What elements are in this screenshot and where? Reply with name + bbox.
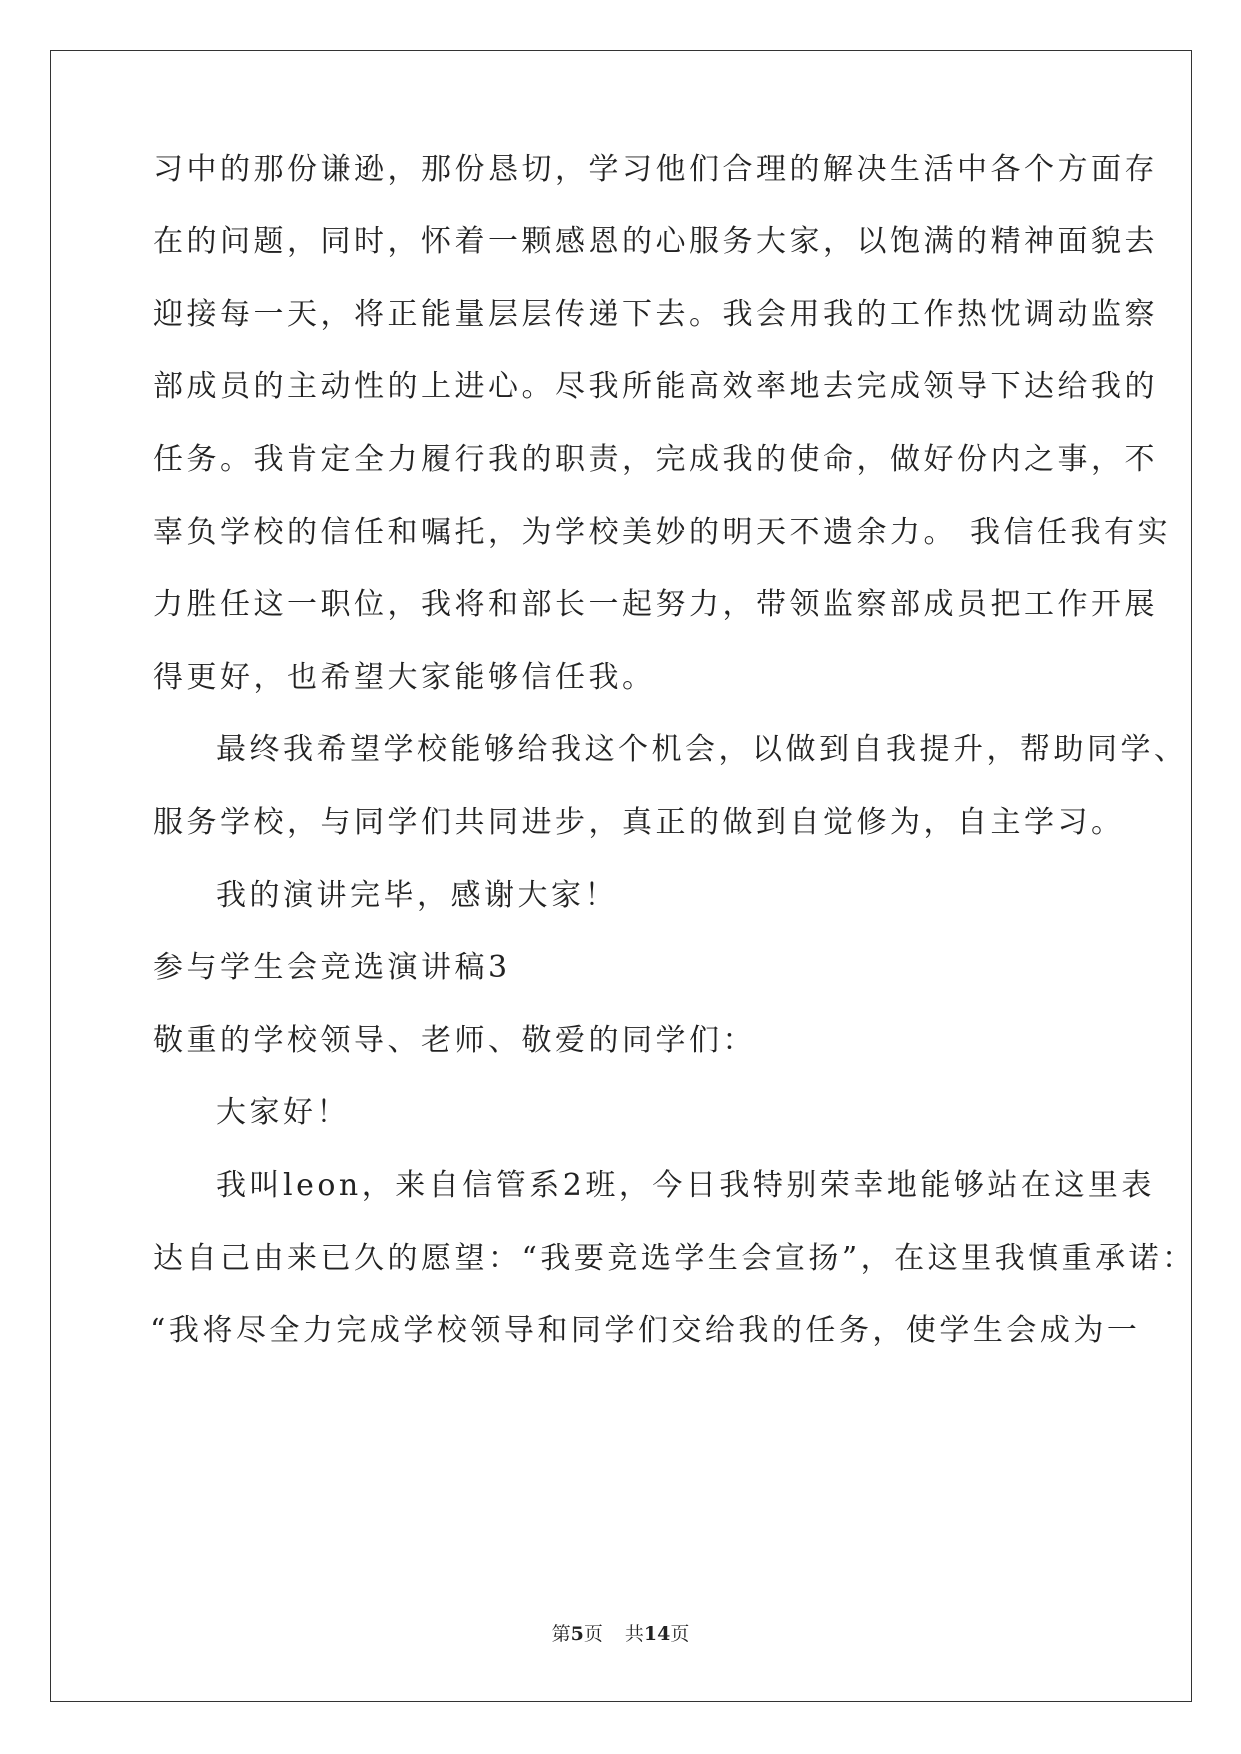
- salutation: 敬重的学校领导、老师、敬爱的同学们：: [153, 1023, 756, 1058]
- body-line-1: 习中的那份谦逊，那份恳切，学习他们合理的解决生活中各个方面存: [153, 152, 1158, 187]
- total-pages-number: 14: [643, 1623, 671, 1645]
- body-line-6: 辜负学校的信任和嘱托，为学校美妙的明天不遗余力。 我信任我有实: [153, 515, 1172, 550]
- page-footer: [0, 1622, 1241, 1646]
- body-line-7: 力胜任这一职位，我将和部长一起努力，带领监察部成员把工作开展: [153, 587, 1158, 622]
- body-line-9: 最终我希望学校能够给我这个机会，以做到自我提升，帮助同学、: [216, 732, 1188, 767]
- section-heading: 参与学生会竞选演讲稿3: [153, 950, 511, 985]
- body-line-16: 达自己由来已久的愿望：“我要竞选学生会宣扬”，在这里我慎重承诺：: [153, 1241, 1196, 1276]
- body-line-8: 得更好，也希望大家能够信任我。: [153, 660, 656, 695]
- body-line-3: 迎接每一天，将正能量层层传递下去。我会用我的工作热忱调动监察: [153, 297, 1158, 332]
- body-line-15: 我叫leon，来自信管系2班，今日我特别荣幸地能够站在这里表: [216, 1168, 1155, 1203]
- greeting: 大家好！: [216, 1095, 350, 1130]
- footer-total-prefix: 共: [624, 1623, 644, 1645]
- body-line-2: 在的问题，同时，怀着一颗感恩的心服务大家，以饱满的精神面貌去: [153, 224, 1158, 259]
- body-line-17: “我将尽全力完成学校领导和同学们交给我的任务，使学生会成为一: [150, 1313, 1141, 1348]
- current-page-number: 5: [570, 1623, 584, 1645]
- body-line-10: 服务学校，与同学们共同进步，真正的做到自觉修为，自主学习。: [153, 805, 1125, 840]
- footer-total-unit: 页: [670, 1623, 690, 1645]
- footer-page-unit: 页: [583, 1623, 603, 1645]
- body-line-4: 部成员的主动性的上进心。尽我所能高效率地去完成领导下达给我的: [153, 369, 1158, 404]
- body-line-5: 任务。我肯定全力履行我的职责，完成我的使命，做好份内之事，不: [153, 442, 1158, 477]
- closing-line: 我的演讲完毕，感谢大家！: [216, 878, 618, 913]
- footer-prefix: 第: [551, 1623, 571, 1645]
